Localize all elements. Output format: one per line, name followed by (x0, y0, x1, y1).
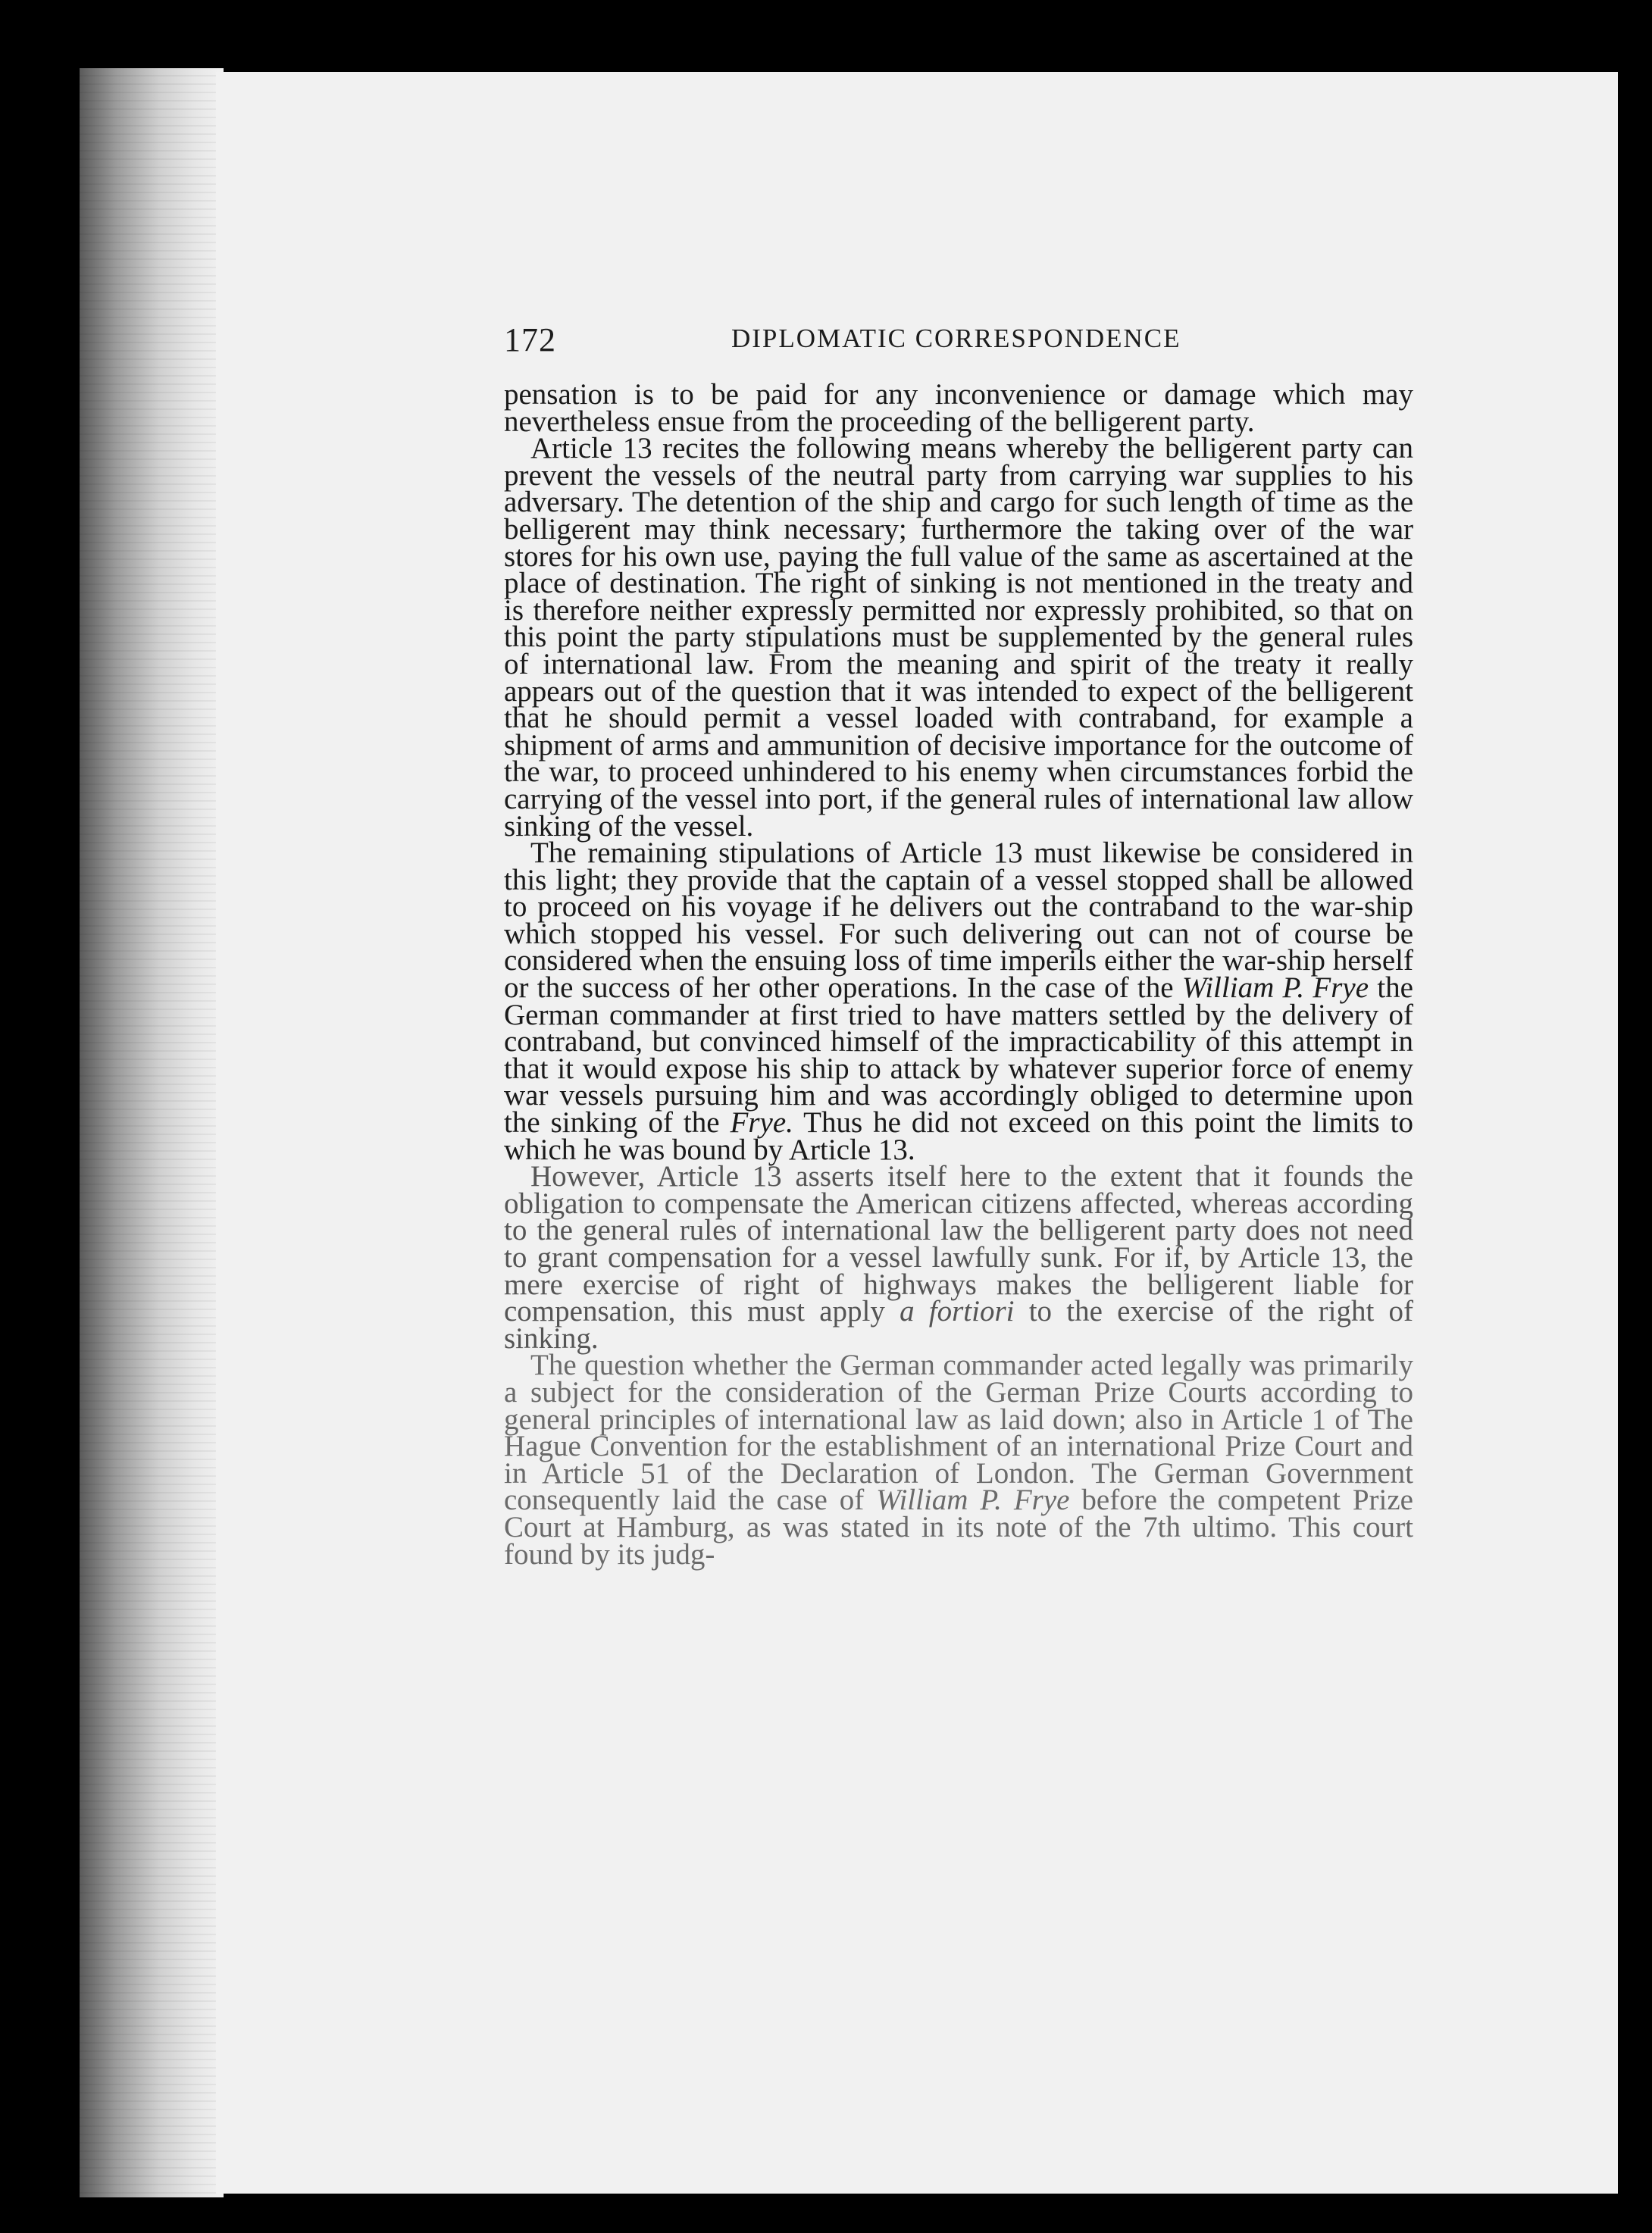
paragraph-5 (504, 1349, 1413, 1571)
paragraph-4-text-b: to the exercise of the right of sinking. (504, 1295, 1414, 1355)
paragraph-3 (504, 837, 1413, 1166)
latin-phrase-a-fortiori: a fortiori (900, 1295, 1015, 1328)
ship-name-frye: Frye. (730, 1106, 793, 1140)
page-number: 172 (504, 321, 556, 358)
paragraph-2: Article 13 recites the following means whereby the belligerent party can prevent the vessels of the neutral party from carrying war supplies to his adversary. The detention of the ship and cargo for such length of time as the belligerent may think necessary; furthermore the taking over of the war stores for his own use, paying the full value of the same as ascertained at the place of destination. The right of sinking is not mentioned in the treaty and is therefore neither expressly permitted nor expressly prohibited, so that on this point the party stipulations must be supplemented by the general rules of international law. From the meaning and spirit of the treaty it really appears out of the question that it was intended to expect of the belligerent that he should permit a vessel loaded with contraband, for example a shipment of arms and ammunition of decisive importance for the outcome of the war, to proceed unhindered to his enemy when circumstances forbid the carrying of the vessel into port, if the general rules of international law allow sinking of the vessel. (504, 432, 1413, 843)
paragraph-1: pensation is to be paid for any inconvenience or damage which may nevertheless ensue from the proceeding of the belligerent party. (504, 378, 1413, 438)
page-edge-stack (80, 68, 224, 2197)
ship-name-william-p-frye-2: William P. Frye (876, 1484, 1070, 1517)
paragraph-5-text-a: The question whether the German commander acted legally was primarily a subject for the consideration of the German Prize Courts according to general principles of international law as laid down; also in Article 1 of The Hague Convention for the establishment of an international Prize Court and in Article 51 of the Declaration of London. The German Government consequently laid the case of (504, 1349, 1413, 1517)
page-header (504, 321, 1243, 366)
paragraph-3-text-c: Thus he did not exceed on this point the limits to which he was bound by Article 13. (504, 1106, 1413, 1166)
paragraph-4-text-a: However, Article 13 asserts itself here to the extent that it founds the obligation to compensate the American citizens affected, whereas according to the general rules of international law the belligerent party does not need to grant compensation for a vessel lawfully sunk. For if, by Article 13, the mere exercise of right of highways makes the belligerent liable for compensation, this must apply (504, 1160, 1413, 1328)
body-text (504, 378, 1414, 1571)
paragraph-3-text-b: the German commander at first tried to have matters settled by the delivery of contraband, but convinced himself of the impracticability of this attempt in that it would expose his ship to attack by whatever superior force of enemy war vessels pursuing him and was accordingly obliged to determine upon the sinking of the (504, 971, 1413, 1140)
running-head: DIPLOMATIC CORRESPONDENCE (731, 324, 1181, 353)
paragraph-3-text-a: The remaining stipulations of Article 13 must likewise be considered in this light; they provide that the captain of a vessel stopped shall be allowed to proceed on his voyage if he delivers out the contraband to the war-ship which stopped his vessel. For such delivering out can not of course be considered when the ensuing loss of time imperils either the war-ship herself or the success of her other operations. In the case of the (504, 837, 1413, 1005)
paragraph-5-text-b: before the competent Prize Court at Hamburg, as was stated in its note of the 7th ultimo. This court found by its judg- (504, 1484, 1413, 1571)
ship-name-william-p-frye: William P. Frye (1181, 971, 1369, 1005)
paragraph-4 (504, 1160, 1414, 1355)
